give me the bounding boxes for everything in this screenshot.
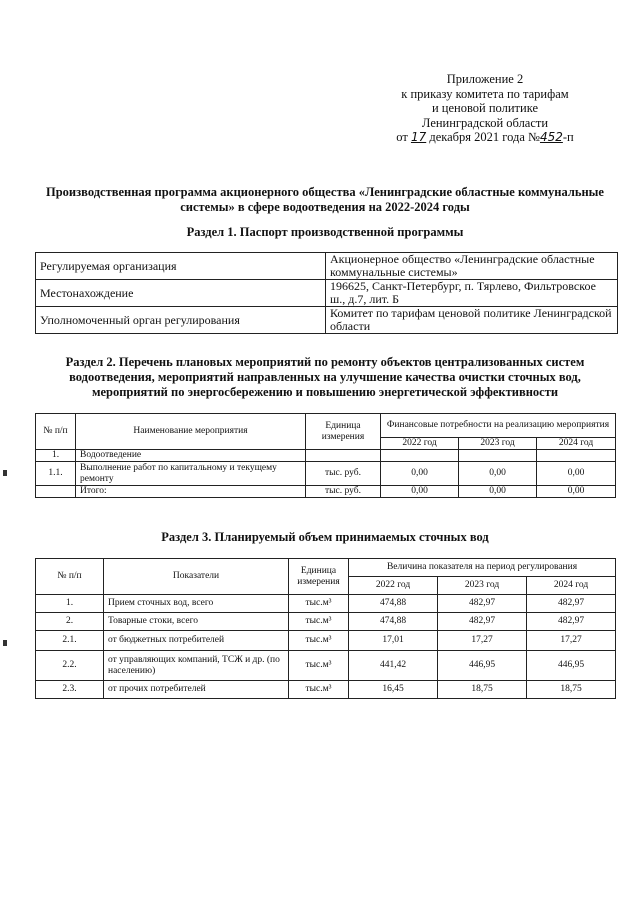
col-header-finance: Финансовые потребности на реализацию мероприятия (381, 414, 616, 438)
table-row (36, 613, 616, 631)
date-prefix: от (396, 130, 408, 144)
appendix-line: Ленинградской области (421, 115, 549, 130)
passport-value: Комитет по тарифам ценовой политике Ленинградской области (326, 307, 618, 334)
cell-name: Выполнение работ по капитальному и текущему ремонту (76, 462, 306, 486)
col-header-unit: Единица измерения (306, 414, 381, 450)
measures-table (35, 413, 616, 498)
cell-empty (537, 450, 616, 462)
heading-line: Раздел 2. Перечень плановых мероприятий по ремонту объектов централизованных систем (65, 355, 585, 369)
passport-table (35, 252, 618, 334)
cell-name: от управляющих компаний, ТСЖ и др. (по населению) (104, 651, 289, 681)
table-row (36, 631, 616, 651)
table-row (36, 307, 618, 334)
cell-value: 16,45 (349, 681, 438, 699)
cell-value: 474,88 (349, 613, 438, 631)
scan-mark (3, 640, 7, 646)
cell-value: 441,42 (349, 651, 438, 681)
cell-unit: тыс. руб. (306, 486, 381, 498)
cell-name: Итого: (76, 486, 306, 498)
cell-unit: тыс.м³ (289, 595, 349, 613)
table-header-row (36, 414, 616, 438)
cell-value: 446,95 (527, 651, 616, 681)
cell-num: 2. (36, 613, 104, 631)
cell-name: Водоотведение (76, 450, 306, 462)
cell-value: 0,00 (537, 462, 616, 486)
table-total-row (36, 486, 616, 498)
passport-value: 196625, Санкт-Петербург, п. Тярлево, Фильтровское ш., д.7, лит. Б (326, 280, 618, 307)
cell-value: 17,27 (527, 631, 616, 651)
cell-value: 0,00 (381, 486, 459, 498)
cell-value: 482,97 (438, 613, 527, 631)
cell-value: 0,00 (537, 486, 616, 498)
passport-value: Акционерное общество «Ленинградские областные коммунальные системы» (326, 253, 618, 280)
cell-value: 0,00 (459, 486, 537, 498)
appendix-line: Приложение 2 (446, 72, 524, 86)
title-line: системы» в сфере водоотведения на 2022-2024 годы (180, 200, 470, 214)
cell-num: 1. (36, 595, 104, 613)
date-rest: декабря 2021 года № (429, 130, 540, 144)
cell-value: 0,00 (459, 462, 537, 486)
cell-unit: тыс.м³ (289, 681, 349, 699)
col-header-unit: Единица измерения (289, 559, 349, 595)
appendix-header (370, 72, 600, 145)
cell-name: Товарные стоки, всего (104, 613, 289, 631)
table-header-row (36, 559, 616, 577)
cell-value: 482,97 (438, 595, 527, 613)
col-header-year: 2024 год (537, 438, 616, 450)
cell-empty (459, 450, 537, 462)
passport-label: Уполномоченный орган регулирования (36, 307, 326, 334)
col-header-num: № п/п (36, 414, 76, 450)
appendix-line: и ценовой политике (431, 101, 539, 115)
col-header-indicator: Показатели (104, 559, 289, 595)
cell-name: от прочих потребителей (104, 681, 289, 699)
cell-value: 0,00 (381, 462, 459, 486)
cell-value: 17,27 (438, 631, 527, 651)
cell-value: 474,88 (349, 595, 438, 613)
cell-value: 18,75 (438, 681, 527, 699)
appendix-line: к приказу комитета по тарифам (401, 86, 569, 101)
cell-empty (306, 450, 381, 462)
col-header-year: 2023 год (438, 577, 527, 595)
order-suffix: -п (562, 130, 574, 144)
order-date-line (370, 130, 600, 145)
document-title (20, 185, 630, 215)
table-row (36, 280, 618, 307)
cell-value: 482,97 (527, 613, 616, 631)
scan-mark (3, 470, 7, 476)
col-header-period: Величина показателя на период регулирования (349, 559, 616, 577)
passport-label: Регулируемая организация (36, 253, 326, 280)
section3-heading: Раздел 3. Планируемый объем принимаемых сточных вод (161, 530, 489, 544)
cell-unit: тыс.м³ (289, 631, 349, 651)
cell-value: 17,01 (349, 631, 438, 651)
table-row (36, 651, 616, 681)
cell-unit: тыс.м³ (289, 613, 349, 631)
wastewater-volume-table (35, 558, 616, 699)
col-header-year: 2022 год (381, 438, 459, 450)
date-day: 17 (410, 130, 427, 144)
table-row (36, 462, 616, 486)
table-row (36, 595, 616, 613)
col-header-year: 2023 год (459, 438, 537, 450)
col-header-year: 2022 год (349, 577, 438, 595)
cell-num: 2.2. (36, 651, 104, 681)
cell-num: 2.3. (36, 681, 104, 699)
cell-name: от бюджетных потребителей (104, 631, 289, 651)
table-row (36, 681, 616, 699)
cell-name: Прием сточных вод, всего (104, 595, 289, 613)
table-row (36, 253, 618, 280)
section2-heading (20, 355, 630, 400)
heading-line: мероприятий по энергосбережению и повышению энергетической эффективности (91, 385, 559, 399)
cell-value: 446,95 (438, 651, 527, 681)
section1-heading: Раздел 1. Паспорт производственной программы (186, 225, 464, 239)
title-line: Производственная программа акционерного общества «Ленинградские областные коммунальные (46, 185, 604, 199)
heading-line: водоотведения, мероприятий направленных на улучшение качества очистки сточных вод, (69, 370, 581, 384)
cell-num: 1. (36, 450, 76, 462)
col-header-name: Наименование мероприятия (76, 414, 306, 450)
cell-unit: тыс. руб. (306, 462, 381, 486)
cell-value: 482,97 (527, 595, 616, 613)
col-header-year: 2024 год (527, 577, 616, 595)
cell-num: 2.1. (36, 631, 104, 651)
cell-empty (381, 450, 459, 462)
passport-label: Местонахождение (36, 280, 326, 307)
order-number: 452 (539, 130, 563, 144)
cell-num: 1.1. (36, 462, 76, 486)
col-header-num: № п/п (36, 559, 104, 595)
cell-empty (36, 486, 76, 498)
cell-unit: тыс.м³ (289, 651, 349, 681)
table-row (36, 450, 616, 462)
cell-value: 18,75 (527, 681, 616, 699)
